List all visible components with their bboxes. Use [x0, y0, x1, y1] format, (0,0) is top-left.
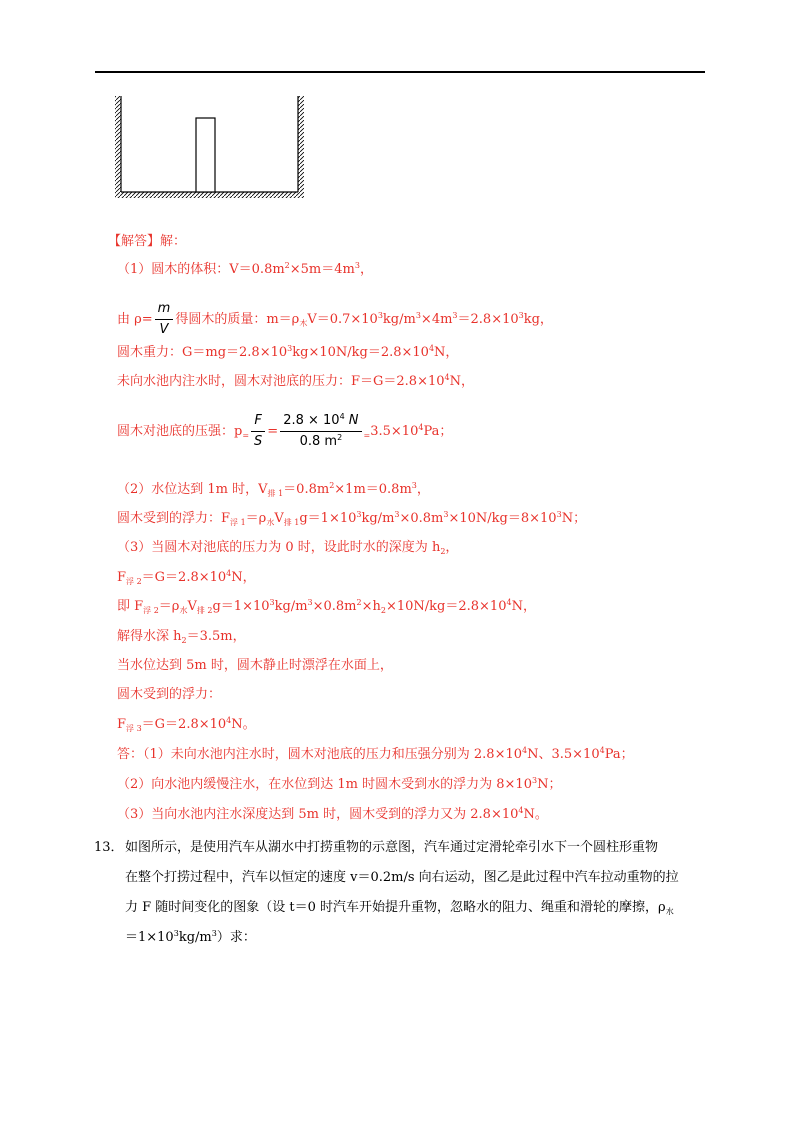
question-13-line-3: 力 F 随时间变化的图象（设 t＝0 时汽车开始提升重物，忽略水的阻力、绳重和滑轮的摩擦，$\rho_水$	[125, 900, 674, 916]
answer-summary-1: 答：（1）未向水池内注水时，圆木对池底的压力和压强分别为 $2.8\times 10^4N$、$3.5\times 10^4Pa$；	[117, 746, 634, 762]
line-f-float-3: $F_{浮 3}=G=2.8\times 10^4N$。	[117, 716, 256, 733]
question-13-number: 13．	[94, 840, 124, 855]
line-floating: 当水位达到 5m 时，圆木静止时漂浮在水面上，	[117, 658, 393, 673]
header-rule	[95, 71, 705, 73]
question-13-line-1: 如图所示，是使用汽车从湖水中打捞重物的示意图，汽车通过定滑轮牵引水下一个圆柱形重物	[125, 840, 659, 855]
line-level-1m: （2）水位达到 1m 时，$V_{排 1}=0.8m^2\times 1m=0.8m^3$，	[117, 481, 430, 498]
line-force: 未向水池内注水时，圆木对池底的压力：$F=G=2.8\times 10^4N$，	[117, 373, 474, 389]
pool-bottom-hatch	[115, 192, 304, 198]
answer-summary-2: （2）向水池内缓慢注水，在水位到达 1m 时圆木受到水的浮力为 $8\times 10^3N$；	[117, 776, 562, 792]
pool-right-wall-hatch	[298, 96, 304, 192]
pool-left-wall-hatch	[115, 96, 121, 192]
answer-summary-3: （3）当向水池内注水深度达到 5m 时，圆木受到的浮力又为 $2.8\times 10^4N$。	[117, 806, 548, 822]
line-depth: 解得水深 $h_2=3.5m$，	[117, 629, 246, 645]
answer-header: 【解答】解：	[108, 234, 187, 249]
line-gravity: 圆木重力：$G=mg=2.8\times 10^3kg\times 10N/kg=2.8\times 10^4N$，	[117, 344, 459, 360]
line-mass: 由 ρ= $\frac{m}{V}$ 得圆木的质量：$m=\rho_木V=0.7\times 10^3kg/m^3\times 4m^3=2.8\times 10^3kg$，	[117, 301, 553, 337]
line-pressure: 圆木对池底的压强：$p_=$ $\frac{F}{S}$ = $\frac{2.8 \times 10^4 N}{0.8 m^2}$ $_=3.5\times 10^4Pa$；	[117, 412, 453, 449]
pool-figure	[112, 96, 308, 204]
line-buoyancy-1: 圆木受到的浮力：$F_{浮 1}=\rho_水V_{排 1}g=1\times 10^3kg/m^3\times 0.8m^3\times 10N/kg=8\times 10^3N$；	[117, 510, 587, 527]
line-part3-intro: （3）当圆木对池底的压力为 0 时，设此时水的深度为 $h_2$，	[117, 540, 459, 556]
line-f-float-2: $F_{浮 2}=G=2.8\times 10^4N$，	[117, 569, 256, 586]
line-buoy-label: 圆木受到的浮力：	[117, 687, 222, 702]
question-13-line-2: 在整个打捞过程中，汽车以恒定的速度 v＝0.2m/s 向右运动，图乙是此过程中汽车拉动重物的拉	[125, 870, 679, 885]
line-volume: （1）圆木的体积：$V=0.8m^2\times 5m=4m^3$，	[117, 261, 373, 277]
log-block	[196, 118, 215, 192]
line-equation: 即 $F_{浮 2}=\rho_水V_{排 2}g=1\times 10^3kg/m^3\times 0.8m^2\times h_2\times 10N/kg=2.8\times 10^4N$，	[117, 598, 536, 615]
question-13-line-4: $=1\times 10^3kg/m^3$）求：	[125, 929, 256, 945]
